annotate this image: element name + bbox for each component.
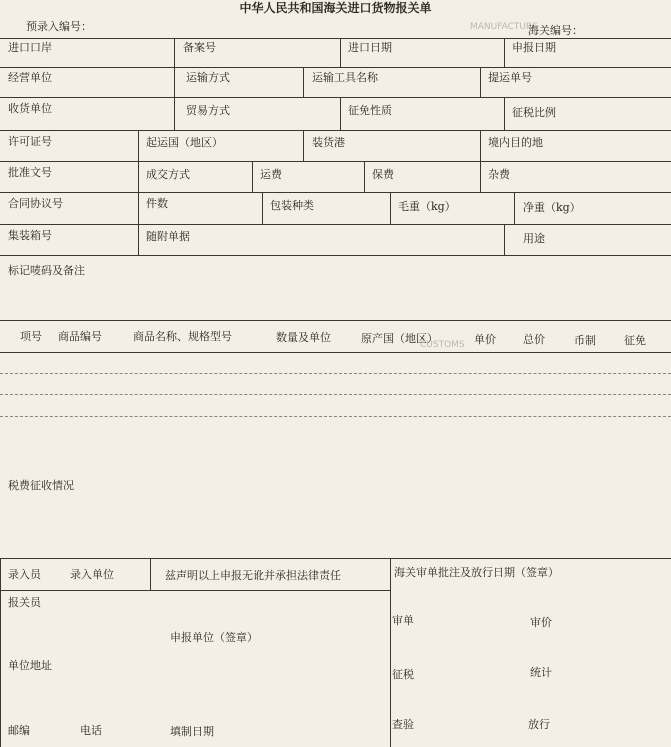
phone-label: 电话 — [80, 724, 102, 737]
appraisal-label: 审价 — [530, 616, 552, 629]
marks-remarks-label: 标记唛码及备注 — [8, 264, 85, 277]
goods-origin-header: 原产国（地区） — [361, 332, 438, 345]
origin-country-label: 起运国（地区） — [146, 136, 223, 149]
levy-label: 征税 — [392, 668, 414, 681]
usage-label: 用途 — [523, 232, 545, 245]
attached-documents-label: 随附单据 — [146, 230, 190, 243]
approval-number-label: 批准文号 — [8, 166, 52, 179]
customs-number-label: 海关编号： — [528, 24, 583, 37]
destination-label: 境内目的地 — [488, 136, 543, 149]
gross-weight-label: 毛重（kg） — [398, 200, 456, 213]
goods-currency-header: 币制 — [574, 334, 596, 347]
freight-label: 运费 — [260, 168, 282, 181]
postcode-label: 邮编 — [8, 724, 30, 737]
transport-tool-label: 运输工具名称 — [312, 71, 378, 84]
misc-fee-label: 杂费 — [488, 168, 510, 181]
fill-date-label: 填制日期 — [170, 725, 214, 738]
package-type-label: 包装种类 — [270, 199, 314, 212]
import-port-label: 进口口岸 — [8, 41, 52, 54]
review-label: 审单 — [392, 614, 414, 627]
pieces-label: 件数 — [146, 197, 168, 210]
transaction-mode-label: 成交方式 — [146, 168, 190, 181]
loading-port-label: 装货港 — [312, 136, 345, 149]
bleed-through-text: CUSTOMS — [420, 340, 465, 350]
goods-total-price-header: 总价 — [523, 333, 545, 346]
declarant-label: 报关员 — [8, 596, 41, 609]
exemption-nature-label: 征免性质 — [348, 104, 392, 117]
consignee-label: 收货单位 — [8, 102, 52, 115]
declaration-statement: 兹声明以上申报无讹并承担法律责任 — [165, 569, 341, 582]
bleed-through-text: MANUFACTURE — [470, 22, 538, 32]
entry-clerk-label: 录入员 — [8, 568, 41, 581]
bill-of-lading-label: 提运单号 — [488, 71, 532, 84]
import-date-label: 进口日期 — [348, 41, 392, 54]
contract-number-label: 合同协议号 — [8, 197, 63, 210]
transport-mode-label: 运输方式 — [186, 71, 230, 84]
tax-levy-label: 税费征收情况 — [8, 479, 74, 492]
goods-item-number-header: 项号 — [20, 330, 42, 343]
tax-ratio-label: 征税比例 — [512, 106, 556, 119]
customs-approval-label: 海关审单批注及放行日期（签章） — [394, 566, 559, 579]
container-number-label: 集装箱号 — [8, 229, 52, 242]
unit-address-label: 单位地址 — [8, 659, 52, 672]
goods-quantity-unit-header: 数量及单位 — [276, 331, 331, 344]
release-label: 放行 — [528, 718, 550, 731]
inspection-label: 查验 — [392, 718, 414, 731]
statistics-label: 统计 — [530, 666, 552, 679]
business-unit-label: 经营单位 — [8, 71, 52, 84]
goods-product-name-header: 商品名称、规格型号 — [133, 330, 232, 343]
goods-unit-price-header: 单价 — [474, 333, 496, 346]
license-number-label: 许可证号 — [8, 135, 52, 148]
record-number-label: 备案号 — [183, 41, 216, 54]
insurance-label: 保费 — [372, 168, 394, 181]
declaring-unit-label: 申报单位（签章） — [170, 631, 258, 644]
form-title: 中华人民共和国海关进口货物报关单 — [239, 1, 432, 15]
net-weight-label: 净重（kg） — [523, 201, 581, 214]
entry-unit-label: 录入单位 — [70, 568, 114, 581]
declaration-date-label: 申报日期 — [512, 41, 556, 54]
goods-product-code-header: 商品编号 — [58, 330, 102, 343]
trade-mode-label: 贸易方式 — [186, 104, 230, 117]
pre-entry-number-label: 预录入编号： — [26, 20, 92, 33]
goods-exemption-header: 征免 — [624, 334, 646, 347]
